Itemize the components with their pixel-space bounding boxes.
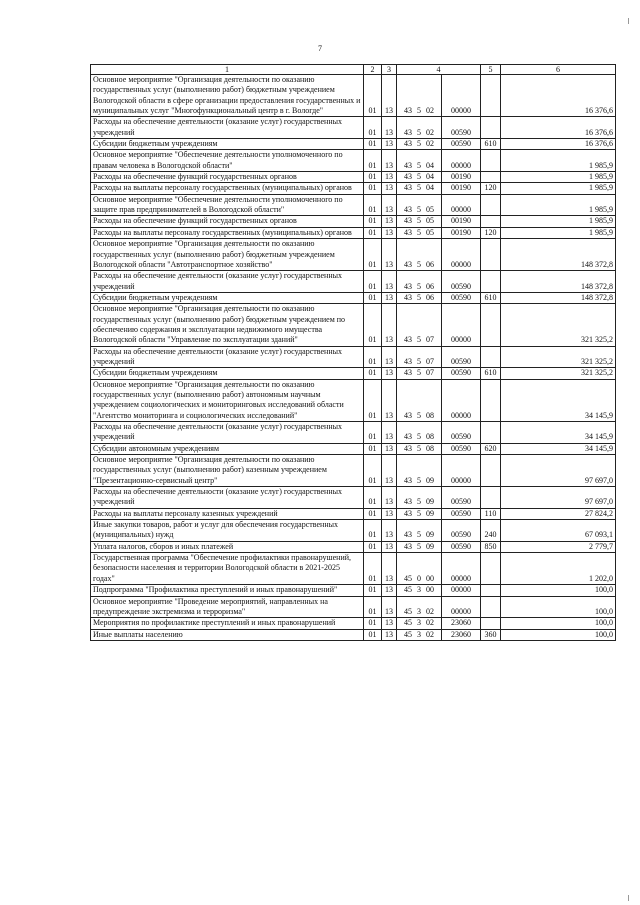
- row-direction-code: 00590: [442, 139, 481, 150]
- row-name: Подпрограмма "Профилактика преступлений и иных правонарушений": [91, 585, 364, 596]
- column-header: 3: [382, 65, 397, 75]
- row-amount: 148 372,8: [501, 292, 616, 303]
- row-name: Субсидии бюджетным учреждениям: [91, 292, 364, 303]
- row-subsection-code: 13: [382, 271, 397, 293]
- row-direction-code: 00590: [442, 368, 481, 379]
- scan-mark: [628, 18, 629, 24]
- row-name: Основное мероприятие "Организация деятельности по оказанию государственных услуг (выполнению работ) бюджетным учреждением Вологодской области "Автотранспортное хозяйство": [91, 239, 364, 271]
- row-program-code: 43 5 09: [397, 520, 442, 542]
- row-expense-type: [481, 379, 501, 421]
- row-program-code: 45 3 00: [397, 585, 442, 596]
- column-header: 2: [364, 65, 382, 75]
- row-program-code: 43 5 09: [397, 487, 442, 509]
- row-expense-type: [481, 553, 501, 585]
- row-amount: 27 824,2: [501, 508, 616, 519]
- table-row: [91, 183, 616, 194]
- row-subsection-code: 13: [382, 75, 397, 117]
- row-subsection-code: 13: [382, 368, 397, 379]
- row-amount: 1 985,9: [501, 172, 616, 183]
- table-header-row: [91, 65, 616, 75]
- table-row: [91, 346, 616, 368]
- row-section-code: 01: [364, 541, 382, 552]
- table-row: [91, 194, 616, 216]
- row-program-code: 43 5 09: [397, 508, 442, 519]
- row-name: Расходы на обеспечение деятельности (оказание услуг) государственных учреждений: [91, 487, 364, 509]
- column-header: 5: [481, 65, 501, 75]
- row-program-code: 43 5 02: [397, 139, 442, 150]
- row-section-code: 01: [364, 216, 382, 227]
- row-name: Мероприятия по профилактике преступлений и иных правонарушений: [91, 618, 364, 629]
- row-expense-type: 120: [481, 183, 501, 194]
- row-section-code: 01: [364, 487, 382, 509]
- row-direction-code: 00590: [442, 508, 481, 519]
- table-row: [91, 487, 616, 509]
- row-subsection-code: 13: [382, 487, 397, 509]
- row-direction-code: 23060: [442, 629, 481, 640]
- row-section-code: 01: [364, 194, 382, 216]
- row-expense-type: 120: [481, 227, 501, 238]
- row-name: Расходы на выплаты персоналу государственных (муниципальных) органов: [91, 183, 364, 194]
- row-amount: 1 985,9: [501, 183, 616, 194]
- row-section-code: 01: [364, 239, 382, 271]
- table-row: [91, 508, 616, 519]
- row-program-code: 43 5 08: [397, 422, 442, 444]
- row-section-code: 01: [364, 455, 382, 487]
- row-program-code: 43 5 05: [397, 216, 442, 227]
- row-section-code: 01: [364, 443, 382, 454]
- table-row: [91, 443, 616, 454]
- row-subsection-code: 13: [382, 553, 397, 585]
- row-direction-code: 00000: [442, 150, 481, 172]
- row-amount: 321 325,2: [501, 304, 616, 346]
- table-row: [91, 304, 616, 346]
- table-row: [91, 379, 616, 421]
- row-program-code: 45 0 00: [397, 553, 442, 585]
- row-section-code: 01: [364, 271, 382, 293]
- row-name: Основное мероприятие "Обеспечение деятельности уполномоченного по правам человека в Вологодской области": [91, 150, 364, 172]
- row-amount: 1 202,0: [501, 553, 616, 585]
- row-amount: 100,0: [501, 629, 616, 640]
- row-program-code: 43 5 04: [397, 183, 442, 194]
- row-amount: 100,0: [501, 585, 616, 596]
- table-row: [91, 239, 616, 271]
- row-direction-code: 00590: [442, 422, 481, 444]
- row-direction-code: 00590: [442, 346, 481, 368]
- row-program-code: 43 5 02: [397, 75, 442, 117]
- row-amount: 16 376,6: [501, 139, 616, 150]
- row-direction-code: 00190: [442, 172, 481, 183]
- row-name: Расходы на обеспечение функций государственных органов: [91, 172, 364, 183]
- row-subsection-code: 13: [382, 194, 397, 216]
- row-program-code: 43 5 07: [397, 346, 442, 368]
- row-expense-type: [481, 455, 501, 487]
- row-expense-type: [481, 172, 501, 183]
- row-subsection-code: 13: [382, 150, 397, 172]
- table-row: [91, 618, 616, 629]
- row-name: Субсидии бюджетным учреждениям: [91, 139, 364, 150]
- row-direction-code: 00000: [442, 379, 481, 421]
- row-subsection-code: 13: [382, 455, 397, 487]
- row-subsection-code: 13: [382, 183, 397, 194]
- row-name: Субсидии автономным учреждениям: [91, 443, 364, 454]
- row-name: Расходы на обеспечение функций государственных органов: [91, 216, 364, 227]
- row-program-code: 45 3 02: [397, 629, 442, 640]
- row-direction-code: 00590: [442, 117, 481, 139]
- row-expense-type: [481, 618, 501, 629]
- row-direction-code: 00590: [442, 541, 481, 552]
- row-section-code: 01: [364, 117, 382, 139]
- row-section-code: 01: [364, 379, 382, 421]
- row-section-code: 01: [364, 227, 382, 238]
- row-expense-type: [481, 487, 501, 509]
- row-section-code: 01: [364, 508, 382, 519]
- row-name: Расходы на выплаты персоналу государственных (муниципальных) органов: [91, 227, 364, 238]
- row-program-code: 45 3 02: [397, 618, 442, 629]
- table-row: [91, 541, 616, 552]
- row-amount: 321 325,2: [501, 346, 616, 368]
- row-amount: 100,0: [501, 618, 616, 629]
- row-subsection-code: 13: [382, 117, 397, 139]
- row-name: Основное мероприятие "Организация деятельности по оказанию государственных услуг (выполнению работ) бюджетным учреждением Вологодской области в сфере организации предоставления государственных и муниципальных услуг "Многофункциональный центр в г. Вологде": [91, 75, 364, 117]
- row-amount: 16 376,6: [501, 75, 616, 117]
- row-expense-type: [481, 117, 501, 139]
- row-subsection-code: 13: [382, 585, 397, 596]
- row-direction-code: 00590: [442, 520, 481, 542]
- row-amount: 34 145,9: [501, 443, 616, 454]
- row-section-code: 01: [364, 75, 382, 117]
- table-row: [91, 553, 616, 585]
- row-expense-type: [481, 422, 501, 444]
- row-direction-code: 00190: [442, 216, 481, 227]
- row-program-code: 43 5 06: [397, 271, 442, 293]
- row-name: Основное мероприятие "Организация деятельности по оказанию государственных услуг (выполнению работ) автономным научным учреждением социологических и мониторинговых исследований области "Агентство мониторинга и социологических исследований": [91, 379, 364, 421]
- row-program-code: 43 5 08: [397, 379, 442, 421]
- budget-table: [90, 64, 616, 641]
- row-subsection-code: 13: [382, 292, 397, 303]
- row-name: Расходы на обеспечение деятельности (оказание услуг) государственных учреждений: [91, 422, 364, 444]
- row-expense-type: [481, 216, 501, 227]
- row-expense-type: [481, 585, 501, 596]
- row-direction-code: 00000: [442, 455, 481, 487]
- row-section-code: 01: [364, 304, 382, 346]
- row-section-code: 01: [364, 553, 382, 585]
- row-program-code: 43 5 05: [397, 227, 442, 238]
- column-header: 6: [501, 65, 616, 75]
- row-section-code: 01: [364, 368, 382, 379]
- row-amount: 1 985,9: [501, 150, 616, 172]
- row-program-code: 43 5 06: [397, 239, 442, 271]
- row-amount: 2 779,7: [501, 541, 616, 552]
- row-section-code: 01: [364, 585, 382, 596]
- row-direction-code: 00000: [442, 194, 481, 216]
- row-subsection-code: 13: [382, 618, 397, 629]
- row-amount: 34 145,9: [501, 379, 616, 421]
- table-row: [91, 422, 616, 444]
- row-direction-code: 00000: [442, 304, 481, 346]
- row-subsection-code: 13: [382, 304, 397, 346]
- row-amount: 1 985,9: [501, 194, 616, 216]
- table-row: [91, 629, 616, 640]
- row-subsection-code: 13: [382, 541, 397, 552]
- row-expense-type: [481, 150, 501, 172]
- row-subsection-code: 13: [382, 379, 397, 421]
- row-expense-type: [481, 304, 501, 346]
- row-amount: 321 325,2: [501, 368, 616, 379]
- row-expense-type: 110: [481, 508, 501, 519]
- row-amount: 148 372,8: [501, 271, 616, 293]
- row-expense-type: [481, 596, 501, 618]
- row-section-code: 01: [364, 292, 382, 303]
- row-section-code: 01: [364, 150, 382, 172]
- row-name: Уплата налогов, сборов и иных платежей: [91, 541, 364, 552]
- row-subsection-code: 13: [382, 216, 397, 227]
- row-name: Иные закупки товаров, работ и услуг для обеспечения государственных (муниципальных) нужд: [91, 520, 364, 542]
- row-direction-code: 00000: [442, 553, 481, 585]
- row-name: Основное мероприятие "Проведение мероприятий, направленных на предупреждение экстремизма и терроризма": [91, 596, 364, 618]
- row-name: Субсидии бюджетным учреждениям: [91, 368, 364, 379]
- row-program-code: 43 5 07: [397, 304, 442, 346]
- row-name: Основное мероприятие "Организация деятельности по оказанию государственных услуг (выполнению работ) казенным учреждением "Презентационно-сервисный центр": [91, 455, 364, 487]
- row-expense-type: [481, 346, 501, 368]
- row-expense-type: [481, 239, 501, 271]
- row-subsection-code: 13: [382, 172, 397, 183]
- row-program-code: 43 5 09: [397, 455, 442, 487]
- row-name: Расходы на обеспечение деятельности (оказание услуг) государственных учреждений: [91, 346, 364, 368]
- row-program-code: 43 5 02: [397, 117, 442, 139]
- row-program-code: 43 5 07: [397, 368, 442, 379]
- row-program-code: 43 5 08: [397, 443, 442, 454]
- row-direction-code: 00590: [442, 487, 481, 509]
- row-expense-type: 610: [481, 368, 501, 379]
- row-amount: 67 093,1: [501, 520, 616, 542]
- row-subsection-code: 13: [382, 596, 397, 618]
- row-amount: 97 697,0: [501, 487, 616, 509]
- row-amount: 97 697,0: [501, 455, 616, 487]
- row-section-code: 01: [364, 139, 382, 150]
- row-expense-type: 610: [481, 292, 501, 303]
- table-row: [91, 520, 616, 542]
- row-program-code: 43 5 06: [397, 292, 442, 303]
- row-amount: 100,0: [501, 596, 616, 618]
- row-direction-code: 00190: [442, 183, 481, 194]
- row-section-code: 01: [364, 618, 382, 629]
- row-expense-type: 610: [481, 139, 501, 150]
- table-row: [91, 150, 616, 172]
- row-expense-type: [481, 271, 501, 293]
- row-name: Расходы на выплаты персоналу казенных учреждений: [91, 508, 364, 519]
- row-subsection-code: 13: [382, 443, 397, 454]
- row-subsection-code: 13: [382, 139, 397, 150]
- row-program-code: 43 5 09: [397, 541, 442, 552]
- row-amount: 16 376,6: [501, 117, 616, 139]
- table-row: [91, 596, 616, 618]
- table-row: [91, 585, 616, 596]
- table-row: [91, 172, 616, 183]
- row-name: Иные выплаты населению: [91, 629, 364, 640]
- row-direction-code: 00590: [442, 271, 481, 293]
- row-expense-type: 240: [481, 520, 501, 542]
- row-subsection-code: 13: [382, 239, 397, 271]
- table-row: [91, 455, 616, 487]
- row-subsection-code: 13: [382, 520, 397, 542]
- row-subsection-code: 13: [382, 227, 397, 238]
- table-row: [91, 271, 616, 293]
- row-section-code: 01: [364, 596, 382, 618]
- table-row: [91, 292, 616, 303]
- page-number: 7: [318, 44, 322, 53]
- row-amount: 34 145,9: [501, 422, 616, 444]
- row-subsection-code: 13: [382, 508, 397, 519]
- row-subsection-code: 13: [382, 422, 397, 444]
- row-name: Расходы на обеспечение деятельности (оказание услуг) государственных учреждений: [91, 117, 364, 139]
- table-row: [91, 216, 616, 227]
- row-expense-type: [481, 194, 501, 216]
- table-body: [91, 75, 616, 641]
- scan-mark: [628, 895, 629, 901]
- row-section-code: 01: [364, 422, 382, 444]
- row-section-code: 01: [364, 183, 382, 194]
- row-program-code: 43 5 04: [397, 172, 442, 183]
- row-direction-code: 00190: [442, 227, 481, 238]
- table-row: [91, 227, 616, 238]
- row-amount: 148 372,8: [501, 239, 616, 271]
- row-expense-type: [481, 75, 501, 117]
- row-direction-code: 00000: [442, 585, 481, 596]
- table-row: [91, 368, 616, 379]
- row-program-code: 45 3 02: [397, 596, 442, 618]
- row-section-code: 01: [364, 172, 382, 183]
- row-program-code: 43 5 05: [397, 194, 442, 216]
- row-direction-code: 23060: [442, 618, 481, 629]
- column-header: 1: [91, 65, 364, 75]
- row-amount: 1 985,9: [501, 216, 616, 227]
- row-program-code: 43 5 04: [397, 150, 442, 172]
- row-direction-code: 00000: [442, 596, 481, 618]
- column-header: 4: [397, 65, 481, 75]
- row-expense-type: 850: [481, 541, 501, 552]
- row-name: Основное мероприятие "Обеспечение деятельности уполномоченного по защите прав предпринимателей в Вологодской области": [91, 194, 364, 216]
- row-expense-type: 620: [481, 443, 501, 454]
- row-direction-code: 00000: [442, 239, 481, 271]
- row-section-code: 01: [364, 346, 382, 368]
- row-name: Основное мероприятие "Организация деятельности по оказанию государственных услуг (выполнению работ) бюджетным учреждением по обеспечению содержания и эксплуатации недвижимого имущества Вологодской области "Управление по эксплуатации зданий": [91, 304, 364, 346]
- table-row: [91, 139, 616, 150]
- row-section-code: 01: [364, 629, 382, 640]
- row-name: Государственная программа "Обеспечение профилактики правонарушений, безопасности населения и территории Вологодской области в 2021-2025 годах": [91, 553, 364, 585]
- row-subsection-code: 13: [382, 629, 397, 640]
- row-expense-type: 360: [481, 629, 501, 640]
- row-direction-code: 00000: [442, 75, 481, 117]
- row-direction-code: 00590: [442, 443, 481, 454]
- row-section-code: 01: [364, 520, 382, 542]
- row-amount: 1 985,9: [501, 227, 616, 238]
- row-subsection-code: 13: [382, 346, 397, 368]
- table-row: [91, 117, 616, 139]
- row-name: Расходы на обеспечение деятельности (оказание услуг) государственных учреждений: [91, 271, 364, 293]
- table-row: [91, 75, 616, 117]
- row-direction-code: 00590: [442, 292, 481, 303]
